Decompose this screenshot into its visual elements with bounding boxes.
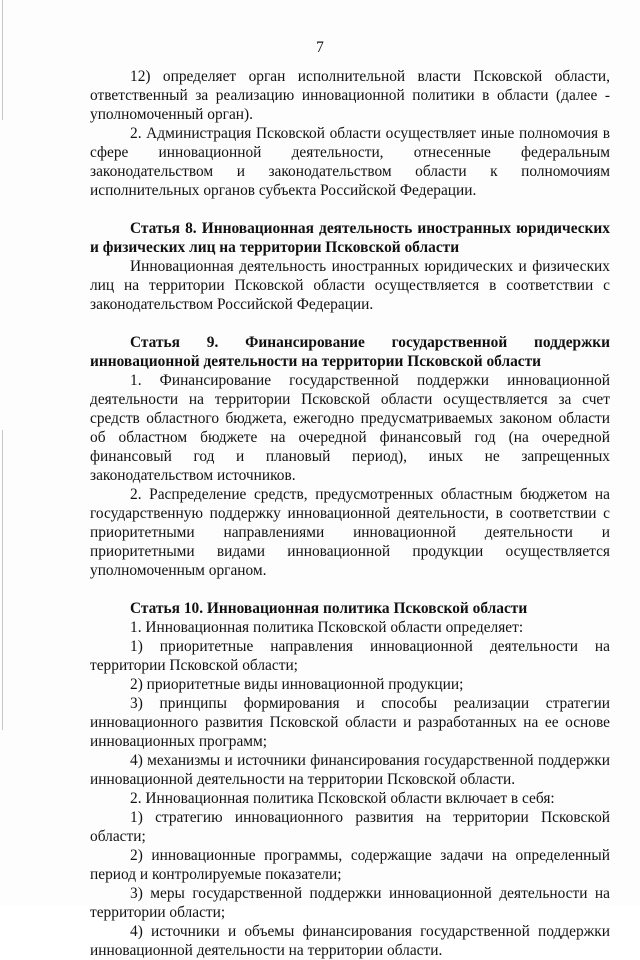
scan-edge-mark	[2, 430, 3, 730]
paragraph: 2. Распределение средств, предусмотренных областным бюджетом на государственную поддержку инновационной деятельности, в соответствии с приоритетными направлениями инновационной деятельности и приоритетными видами инновационной продукции осуществляется уполномоченным органом.	[90, 486, 610, 579]
list-item: 3) принципы формирования и способы реализации стратегии инновационного развития Псковской области и разработанных на ее основе инновационных программ;	[90, 695, 610, 750]
paragraph: 2. Администрация Псковской области осуществляет иные полномочия в сфере инновационной деятельности, отнесенные федеральным законодательством и законодательством области к полномочиям исполнительных органов субъекта Российской Федерации.	[90, 125, 610, 199]
list-item: 3) меры государственной поддержки инновационной деятельности на территории области;	[90, 885, 610, 921]
paragraph: 1. Финансирование государственной поддержки инновационной деятельности на территории Псковской области осуществляется за счет средств областного бюджета, ежегодно предусматриваемых законом области об областном бюджете на очередной финансовый год (на очередной финансовый год и плановый период), иных не запрещенных законодательством источников.	[90, 372, 610, 484]
list-item: 4) источники и объемы финансирования государственной поддержки инновационной деятельности на территории области.	[90, 923, 610, 959]
paragraph: 1. Инновационная политика Псковской области определяет:	[130, 619, 524, 636]
paragraph: 2. Инновационная политика Псковской области включает в себя:	[130, 790, 555, 807]
scan-edge-mark	[2, 0, 3, 120]
paragraph: 12) определяет орган исполнительной власти Псковской области, ответственный за реализацию инновационной политики в области (далее - уполномоченный орган).	[90, 68, 610, 123]
page-body	[90, 67, 610, 960]
article-heading: Статья 8. Инновационная деятельность иностранных юридических и физических лиц на территории Псковской области	[90, 220, 610, 256]
list-item: 1) приоритетные направления инновационной деятельности на территории Псковской области;	[90, 638, 610, 674]
list-item: 2) приоритетные виды инновационной продукции;	[130, 676, 464, 693]
paragraph: Инновационная деятельность иностранных юридических и физических лиц на территории Псковской области осуществляется в соответствии с законодательством Российской Федерации.	[90, 258, 610, 313]
list-item: 4) механизмы и источники финансирования государственной поддержки инновационной деятельности на территории Псковской области.	[90, 752, 610, 788]
article-heading: Статья 9. Финансирование государственной поддержки инновационной деятельности на территории Псковской области	[90, 334, 610, 370]
article-heading: Статья 10. Инновационная политика Псковской области	[130, 600, 528, 617]
list-item: 1) стратегию инновационного развития на территории Псковской области;	[90, 809, 610, 845]
page-number: 7	[316, 39, 324, 56]
list-item: 2) инновационные программы, содержащие задачи на определенный период и контролируемые показатели;	[90, 847, 610, 883]
